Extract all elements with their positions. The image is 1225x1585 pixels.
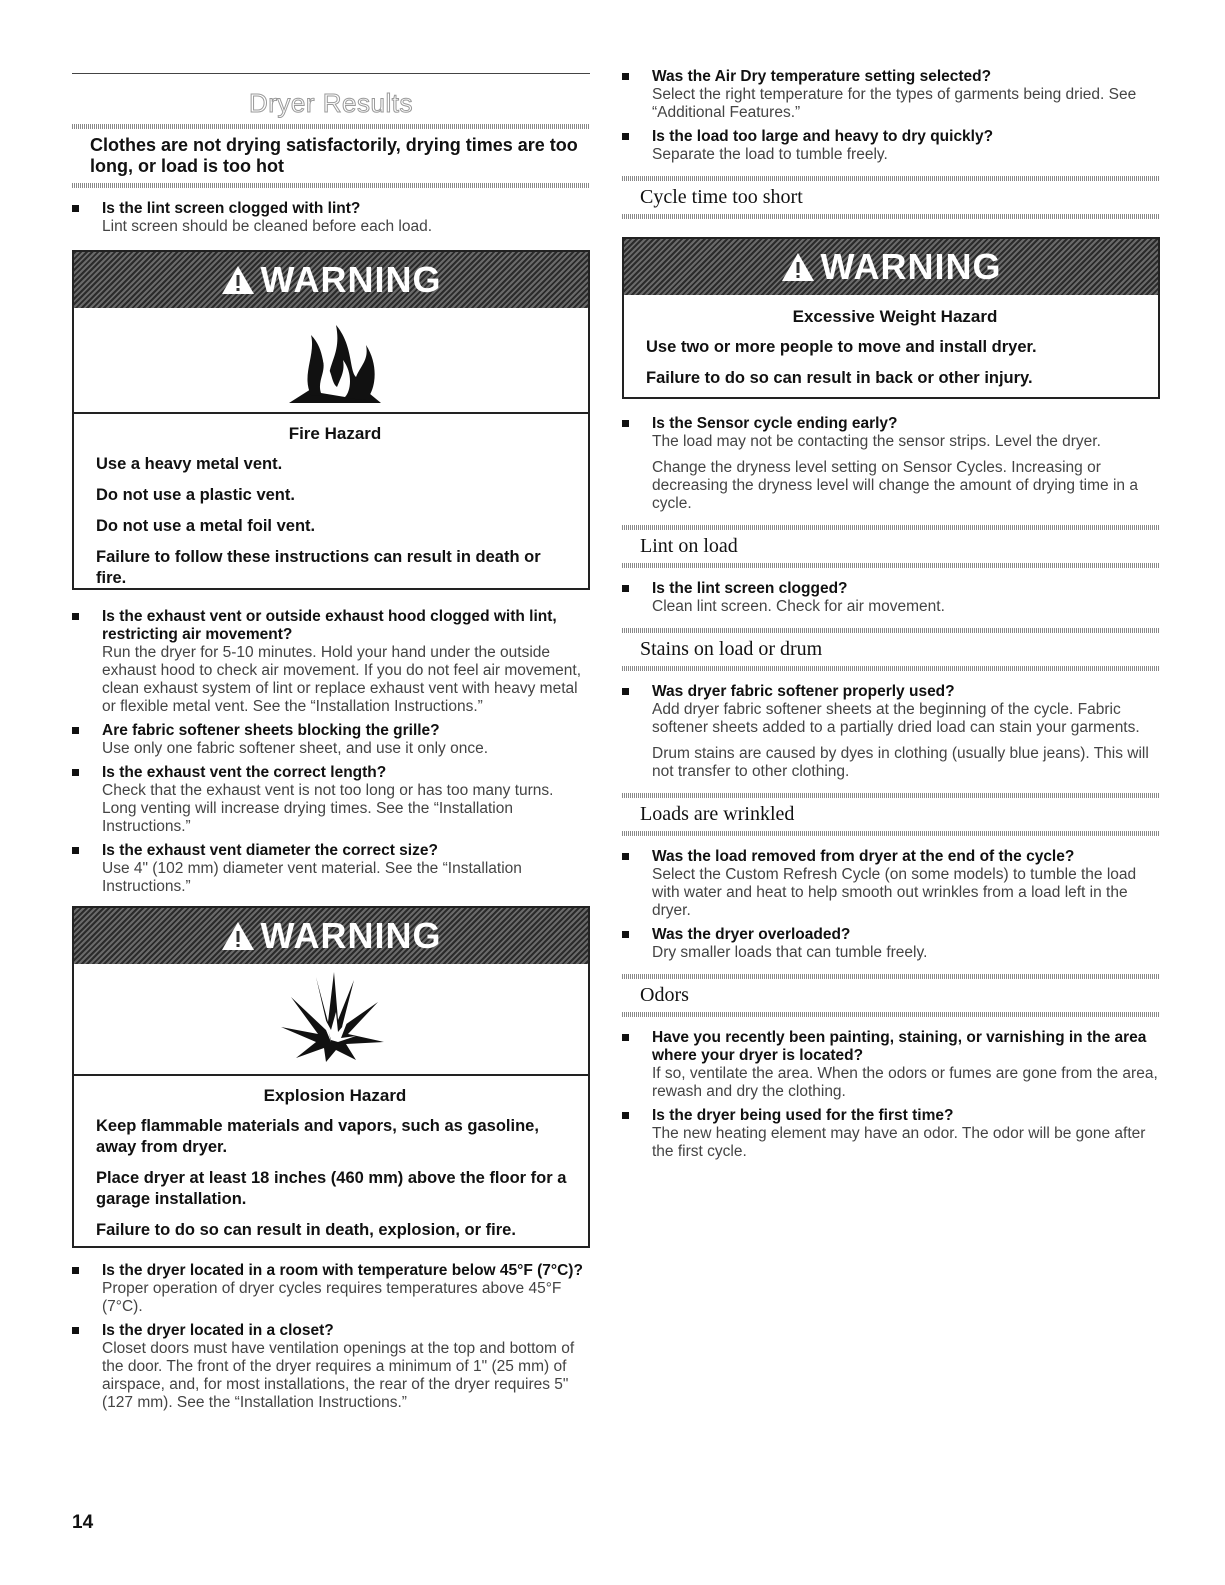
divider	[72, 183, 590, 188]
question: Was the load removed from dryer at the end of the cycle?	[652, 848, 1075, 865]
answer: Closet doors must have ventilation openings at the top and bottom of the door. The front of the dryer requires a minimum of 1" (25 mm) of airspace, and, for most installations, the rear of the dryer requires 5" (127 mm). See the “Installation Instructions.”	[102, 1340, 575, 1411]
list-item	[72, 842, 590, 896]
bullet-icon	[72, 1327, 79, 1334]
list-item	[72, 1262, 590, 1316]
warning-line: Place dryer at least 18 inches (460 mm) above the floor for a garage installation.	[96, 1169, 567, 1208]
answer: Separate the load to tumble freely.	[652, 146, 888, 163]
warning-line: Failure to follow these instructions can result in death or fire.	[96, 548, 541, 587]
cycle-short-heading: Cycle time too short	[640, 186, 803, 208]
answer: The new heating element may have an odor. The odor will be gone after the first cycle.	[652, 1125, 1146, 1160]
warning-line: Failure to do so can result in death, explosion, or fire.	[96, 1221, 516, 1239]
question: Is the lint screen clogged?	[652, 580, 848, 597]
bullet-icon	[622, 73, 629, 80]
question: Are fabric softener sheets blocking the grille?	[102, 722, 440, 739]
question: Was the dryer overloaded?	[652, 926, 851, 943]
answer: Use 4" (102 mm) diameter vent material. See the “Installation Instructions.”	[102, 860, 522, 895]
answer: Select the right temperature for the types of garments being dried. See “Additional Features.”	[652, 86, 1137, 121]
warning-body	[74, 414, 588, 601]
warning-title: WARNING	[260, 915, 442, 956]
page-number: 14	[72, 1512, 94, 1533]
item-list	[72, 608, 590, 896]
question: Is the Sensor cycle ending early?	[652, 415, 898, 432]
question: Have you recently been painting, staining, or varnishing in the area where your dryer is located?	[652, 1029, 1147, 1064]
hazard-title: Explosion Hazard	[263, 1086, 407, 1105]
answer: The load may not be contacting the sensor strips. Level the dryer.	[652, 433, 1101, 450]
answer: Proper operation of dryer cycles requires temperatures above 45°F (7°C).	[102, 1280, 562, 1315]
question: Is the exhaust vent or outside exhaust hood clogged with lint, restricting air movement?	[102, 608, 557, 643]
answer: Select the Custom Refresh Cycle (on some models) to tumble the load with water and heat to help smooth out wrinkles from a load left in the dryer.	[652, 866, 1137, 919]
warning-line: Use a heavy metal vent.	[96, 455, 283, 473]
item-list	[622, 683, 1160, 781]
bullet-icon	[72, 769, 79, 776]
bullet-icon	[622, 585, 629, 592]
wrinkled-heading: Loads are wrinkled	[640, 803, 795, 825]
item-list	[622, 848, 1160, 962]
answer: Change the dryness level setting on Sensor Cycles. Increasing or decreasing the dryness level will change the amount of drying time in a cycle.	[652, 459, 1138, 512]
bullet-icon	[72, 727, 79, 734]
answer: Use only one fabric softener sheet, and use it only once.	[102, 740, 489, 757]
answer: Run the dryer for 5-10 minutes. Hold your hand under the outside exhaust hood to check air movement. If you do not feel air movement, clean exhaust system of lint or replace exhaust vent with heavy metal or flexible metal vent. See the “Installation Instructions.”	[102, 644, 582, 715]
question: Was the Air Dry temperature setting selected?	[652, 68, 992, 85]
problem-heading: Clothes are not drying satisfactorily, drying times are too long, or load is too hot	[90, 135, 578, 176]
odors-heading: Odors	[640, 984, 689, 1006]
answer: Clean lint screen. Check for air movement.	[652, 598, 945, 615]
warning-title: WARNING	[820, 246, 1002, 287]
stains-heading: Stains on load or drum	[640, 638, 823, 660]
warning-triangle-icon	[221, 921, 255, 951]
warning-line: Keep flammable materials and vapors, such as gasoline, away from dryer.	[96, 1117, 539, 1156]
item-list	[622, 580, 1160, 616]
list-item	[622, 1029, 1160, 1101]
list-item	[72, 764, 590, 836]
list-item	[622, 415, 1160, 513]
answer: Add dryer fabric softener sheets at the beginning of the cycle. Fabric softener sheets added to a partially dried load can stain your garments.	[652, 701, 1140, 736]
weight-warning-box	[622, 237, 1160, 399]
divider	[622, 563, 1160, 568]
hazard-title: Fire Hazard	[288, 424, 382, 443]
divider	[622, 214, 1160, 219]
list-item	[622, 68, 1160, 122]
bullet-icon	[622, 931, 629, 938]
bullet-icon	[622, 853, 629, 860]
bullet-icon	[72, 1267, 79, 1274]
section-header	[72, 73, 590, 119]
bullet-icon	[72, 205, 79, 212]
explosion-warning-box	[72, 906, 590, 1248]
divider	[622, 831, 1160, 836]
list-item	[622, 580, 1160, 616]
section-title: Dryer Results	[249, 88, 413, 118]
list-item	[622, 1107, 1160, 1161]
answer: Check that the exhaust vent is not too long or has too many turns. Long venting will increase drying times. See the “Installation Instructions.”	[102, 782, 554, 835]
warning-body	[74, 1076, 588, 1253]
warning-line: Failure to do so can result in back or other injury.	[646, 369, 1033, 387]
list-item	[72, 608, 590, 716]
item-list	[622, 1029, 1160, 1161]
fire-icon	[74, 308, 588, 414]
list-item	[72, 1322, 590, 1412]
question: Is the exhaust vent diameter the correct size?	[102, 842, 438, 859]
warning-line: Do not use a metal foil vent.	[96, 517, 316, 535]
warning-line: Use two or more people to move and install dryer.	[646, 338, 1037, 356]
warning-triangle-icon	[781, 252, 815, 282]
answer: Lint screen should be cleaned before each load.	[102, 218, 433, 235]
fire-warning-box	[72, 250, 590, 590]
list-item	[72, 200, 590, 236]
list-item	[72, 722, 590, 758]
answer: Dry smaller loads that can tumble freely.	[652, 944, 928, 961]
hazard-title: Excessive Weight Hazard	[792, 307, 998, 326]
warning-line: Do not use a plastic vent.	[96, 486, 295, 504]
bullet-icon	[622, 688, 629, 695]
question: Is the dryer located in a closet?	[102, 1322, 334, 1339]
warning-bar	[624, 239, 1158, 295]
bullet-icon	[622, 1112, 629, 1119]
explosion-icon	[74, 964, 588, 1076]
list-item	[622, 926, 1160, 962]
item-list	[622, 68, 1160, 164]
question: Was dryer fabric softener properly used?	[652, 683, 955, 700]
divider	[622, 1012, 1160, 1017]
left-flow	[72, 124, 590, 1418]
question: Is the lint screen clogged with lint?	[102, 200, 361, 217]
list-item	[622, 128, 1160, 164]
warning-triangle-icon	[221, 265, 255, 295]
answer: Drum stains are caused by dyes in clothing (usually blue jeans). This will not transfer to other clothing.	[652, 745, 1149, 780]
right-column	[622, 68, 1160, 1167]
question: Is the load too large and heavy to dry quickly?	[652, 128, 994, 145]
list-item	[622, 848, 1160, 920]
item-list	[622, 415, 1160, 513]
divider	[622, 666, 1160, 671]
bullet-icon	[622, 1034, 629, 1041]
bullet-icon	[622, 420, 629, 427]
bullet-icon	[622, 133, 629, 140]
warning-title: WARNING	[260, 259, 442, 300]
question: Is the dryer being used for the first time?	[652, 1107, 954, 1124]
bullet-icon	[72, 613, 79, 620]
warning-bar	[74, 908, 588, 964]
question: Is the dryer located in a room with temperature below 45°F (7°C)?	[102, 1262, 583, 1279]
question: Is the exhaust vent the correct length?	[102, 764, 387, 781]
warning-body	[624, 295, 1158, 401]
item-list	[72, 1262, 590, 1412]
list-item	[622, 683, 1160, 781]
bullet-icon	[72, 847, 79, 854]
answer: If so, ventilate the area. When the odors or fumes are gone from the area, rewash and dry the clothing.	[652, 1065, 1158, 1100]
warning-bar	[74, 252, 588, 308]
lint-heading: Lint on load	[640, 535, 738, 557]
item-list	[72, 200, 590, 236]
